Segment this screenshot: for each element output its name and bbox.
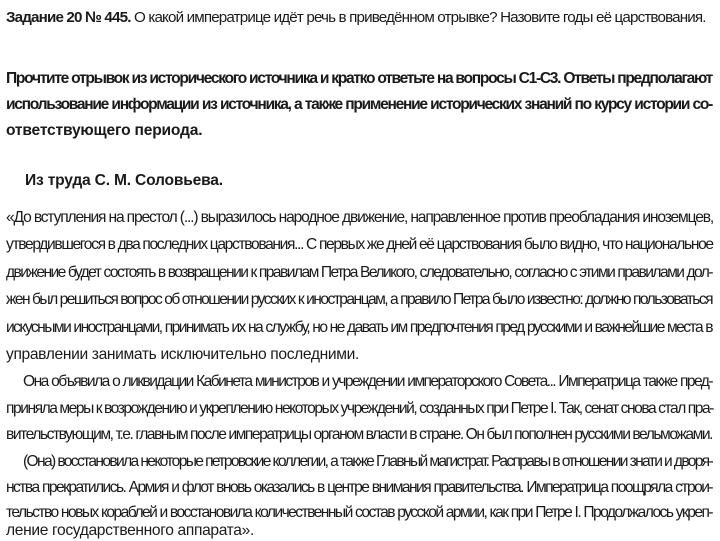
instructions-line: Прочтите отрывок из исторического источника и кратко ответьте на вопросы С1-С3. Ответы предполагают: [6, 70, 712, 87]
excerpt-line: движение будет состоять в возвращении к правилам Петра Великого, следовательно, согласно с этими правилами дол-: [6, 264, 712, 281]
excerpt-line: ление государственного аппарата».: [6, 522, 254, 539]
excerpt-line: тельство новых кораблей и восстановила количественный состав русской армии, как при Петре I. Продолжалось укреп-: [6, 504, 712, 521]
excerpt-line: Она объявила о ликвидации Кабинета министров и учреждении императорского Совета... Императрица также пред-: [23, 373, 712, 390]
instructions-line: использование информации из источника, а также применение исторических знаний по курсу истории со-: [6, 96, 712, 113]
excerpt-line: приняла меры к возрождению и укреплению некоторых учреждений, созданных при Петре I. Так, сенат снова стал пра-: [6, 400, 713, 417]
excerpt-line: вительствующим, т.е. главным после императрицы органом власти в стране. Он был пополнен русскими вельможами.: [6, 426, 712, 443]
task-header: [6, 8, 712, 28]
task-number: Задание 20 № 445.: [6, 9, 131, 26]
instructions-line: ответствующего периода.: [6, 122, 203, 139]
excerpt-line: искусными иностранцами, принимать их на службу, но не давать им предпочтения пред русскими и важнейшие места в: [6, 319, 712, 336]
task-question: О какой императрице идёт речь в приведённом отрывке? Назовите годы её царствования.: [133, 9, 706, 26]
excerpt-line: нства прекратились. Армия и флот вновь оказались в центре внимания правительства. Императрица поощряла строи-: [6, 479, 712, 496]
source-title: Из труда С. М. Соловьева.: [25, 172, 223, 189]
excerpt-line: (Она) восстановила некоторые петровские коллегии, а также Главный магистрат. Расправы в отношении знати и дворя-: [23, 453, 712, 470]
excerpt-line: управлении занимать исключительно последними.: [6, 346, 359, 363]
excerpt-line: «До вступления на престол (...) выразилось народное движение, направленное против преобладания иноземцев,: [6, 209, 714, 226]
excerpt-line: жен был решиться вопрос об отношении русских к иностранцам, а правило Петра было известно: должно пользоваться: [6, 291, 712, 308]
excerpt-line: утвердившегося в два последних царствования... С первых же дней её царствования было видно, что национальное: [6, 236, 713, 253]
